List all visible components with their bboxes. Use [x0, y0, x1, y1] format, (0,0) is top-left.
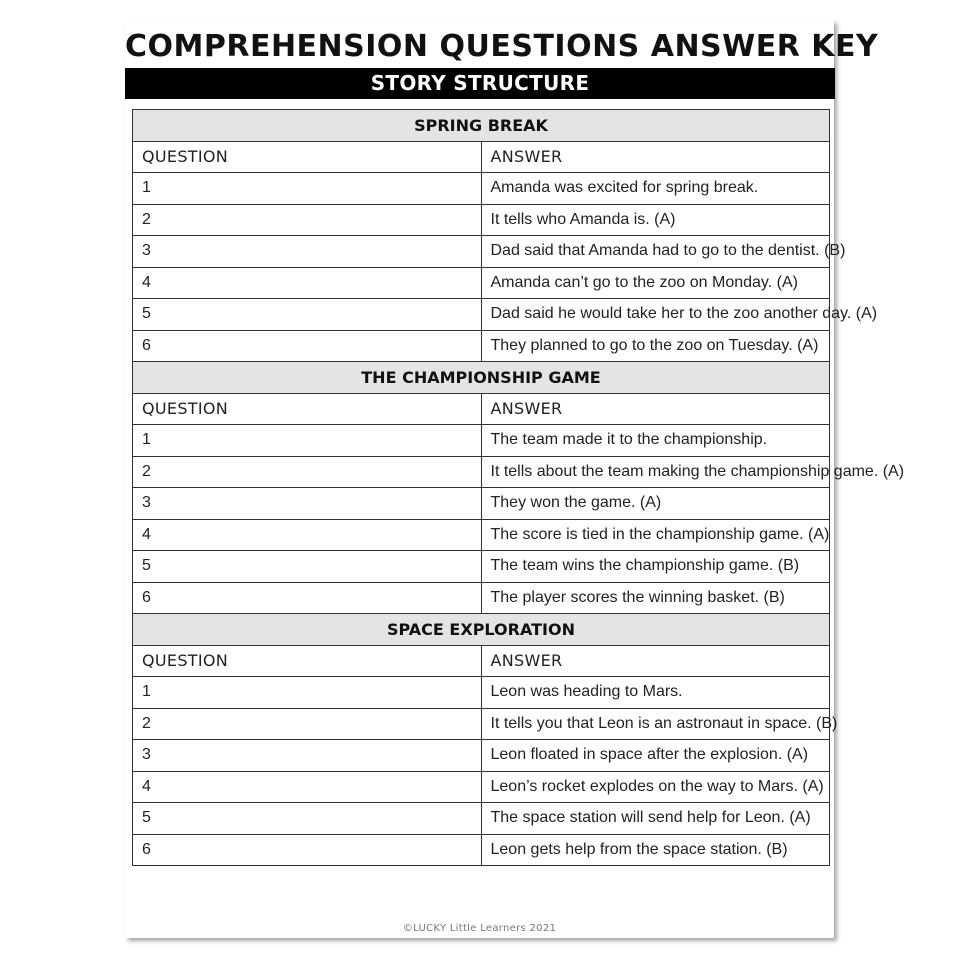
question-column-header: QUESTION	[133, 393, 482, 425]
table-row	[133, 425, 830, 457]
question-column-header: QUESTION	[133, 141, 482, 173]
table-row	[133, 771, 830, 803]
column-header-row	[133, 393, 830, 425]
answer-text: It tells about the team making the championship game. (A)	[481, 456, 830, 488]
question-number: 2	[133, 456, 482, 488]
table-row	[133, 708, 830, 740]
table-row	[133, 173, 830, 205]
question-column-header: QUESTION	[133, 645, 482, 677]
question-number: 1	[133, 425, 482, 457]
answer-text: The team made it to the championship.	[481, 425, 830, 457]
question-number: 6	[133, 582, 482, 614]
question-number: 5	[133, 803, 482, 835]
subtitle-bar: STORY STRUCTURE	[125, 68, 835, 99]
answer-column-header: ANSWER	[481, 393, 830, 425]
answer-text: Amanda was excited for spring break.	[481, 173, 830, 205]
page-title: COMPREHENSION QUESTIONS ANSWER KEY	[125, 29, 879, 64]
answer-text: Leon was heading to Mars.	[481, 677, 830, 709]
answer-text: They won the game. (A)	[481, 488, 830, 520]
section-heading: SPACE EXPLORATION	[133, 614, 830, 646]
table-row	[133, 677, 830, 709]
worksheet-page	[125, 20, 905, 938]
answer-text: Amanda can’t go to the zoo on Monday. (A)	[481, 267, 830, 299]
answer-text: The space station will send help for Leon. (A)	[481, 803, 830, 835]
question-number: 3	[133, 740, 482, 772]
answer-column-header: ANSWER	[481, 645, 830, 677]
answer-text: Leon gets help from the space station. (B)	[481, 834, 830, 866]
section-heading: THE CHAMPIONSHIP GAME	[133, 362, 830, 394]
answer-text: The team wins the championship game. (B)	[481, 551, 830, 583]
question-number: 3	[133, 236, 482, 268]
answer-text: Leon’s rocket explodes on the way to Mars. (A)	[481, 771, 830, 803]
question-number: 5	[133, 551, 482, 583]
answer-text: They planned to go to the zoo on Tuesday. (A)	[481, 330, 830, 362]
answer-text: The player scores the winning basket. (B)	[481, 582, 830, 614]
question-number: 6	[133, 834, 482, 866]
table-row	[133, 236, 830, 268]
table-row	[133, 267, 830, 299]
answer-text: It tells you that Leon is an astronaut in space. (B)	[481, 708, 830, 740]
question-number: 2	[133, 204, 482, 236]
question-number: 4	[133, 267, 482, 299]
question-number: 1	[133, 677, 482, 709]
table-row	[133, 488, 830, 520]
table-row	[133, 204, 830, 236]
column-header-row	[133, 645, 830, 677]
table-row	[133, 740, 830, 772]
column-header-row	[133, 141, 830, 173]
copyright-footer: ©LUCKY Little Learners 2021	[402, 923, 557, 934]
section-header-row	[133, 614, 830, 646]
question-number: 2	[133, 708, 482, 740]
answer-text: Leon floated in space after the explosion. (A)	[481, 740, 830, 772]
section-heading: SPRING BREAK	[133, 110, 830, 142]
question-number: 4	[133, 771, 482, 803]
question-number: 3	[133, 488, 482, 520]
table-row	[133, 582, 830, 614]
table-row	[133, 834, 830, 866]
answer-text: Dad said he would take her to the zoo another day. (A)	[481, 299, 830, 331]
answer-column-header: ANSWER	[481, 141, 830, 173]
section-header-row	[133, 110, 830, 142]
answer-key-table	[132, 109, 905, 866]
table-row	[133, 330, 830, 362]
table-row	[133, 519, 830, 551]
question-number: 4	[133, 519, 482, 551]
table-row	[133, 551, 830, 583]
question-number: 1	[133, 173, 482, 205]
table-row	[133, 803, 830, 835]
answer-text: The score is tied in the championship game. (A)	[481, 519, 830, 551]
question-number: 5	[133, 299, 482, 331]
section-header-row	[133, 362, 830, 394]
question-number: 6	[133, 330, 482, 362]
answer-text: It tells who Amanda is. (A)	[481, 204, 830, 236]
table-row	[133, 299, 830, 331]
answer-text: Dad said that Amanda had to go to the dentist. (B)	[481, 236, 830, 268]
table-row	[133, 456, 830, 488]
